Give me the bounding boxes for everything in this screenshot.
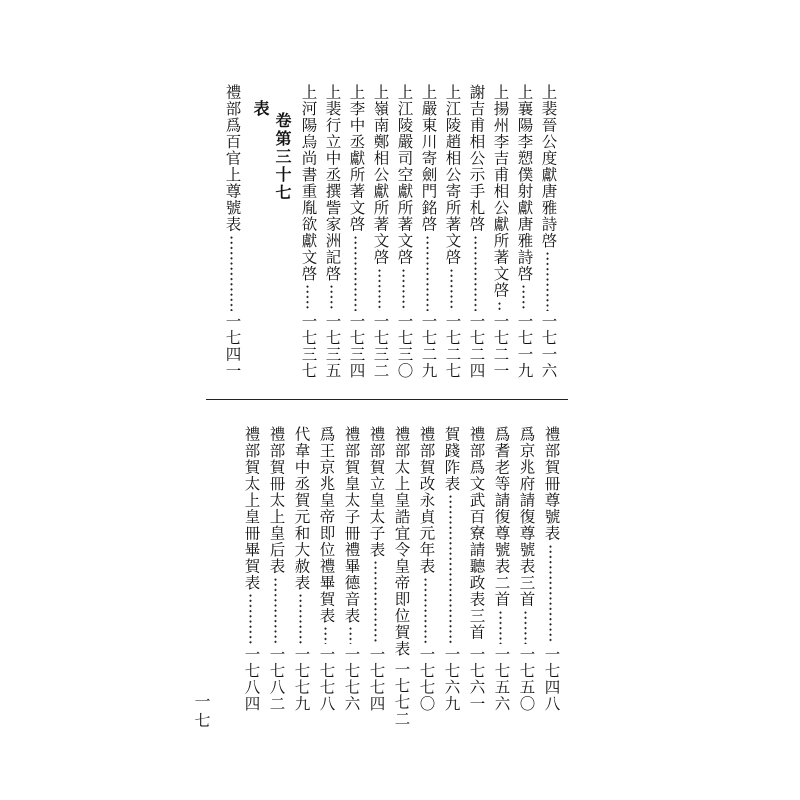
dot-leader: [330, 284, 333, 311]
entry-title: 爲京兆府請復尊號表三首: [517, 426, 536, 608]
entry-page: 一七五六: [492, 646, 511, 712]
toc-entry: [318, 426, 334, 712]
toc-entry: [224, 84, 240, 379]
entry-title: 爲王京兆皇帝即位禮畢賀表: [317, 426, 336, 624]
toc-entry: [493, 426, 509, 712]
entry-title: 禮部賀立皇太子表: [367, 426, 386, 558]
section-heading: 表: [251, 100, 270, 118]
toc-entry: [343, 426, 359, 712]
entry-page: 一七七四: [367, 646, 386, 712]
toc-entry: [516, 84, 532, 379]
entry-title: 上裴晉公度獻唐雅詩啓: [539, 84, 558, 249]
entry-title: 上揚州李吉甫相公獻所著文啓: [491, 84, 510, 299]
entry-title: 禮部賀太上皇冊畢賀表: [242, 426, 261, 591]
toc-entry: [468, 426, 484, 712]
page-number: 一七: [192, 693, 211, 731]
toc-entry: [348, 84, 364, 379]
toc-entry: [444, 84, 460, 379]
volume-heading: 卷第三十七: [273, 112, 292, 202]
dot-leader: [424, 577, 427, 645]
dot-leader: [549, 544, 552, 645]
entry-title: 禮部賀皇太子冊禮畢德音表: [342, 426, 361, 624]
dot-leader: [474, 235, 477, 312]
dot-leader: [299, 593, 302, 644]
entry-title: 禮部賀改永貞元年表: [417, 426, 436, 575]
dot-leader: [449, 494, 452, 644]
dot-leader: [402, 268, 405, 312]
entry-page: 一七四八: [542, 646, 561, 712]
entry-title: 上嶺南鄭相公獻所著文啓: [371, 84, 390, 266]
entry-page: 一七二七: [443, 313, 462, 379]
dot-leader: [354, 235, 357, 312]
dot-leader: [524, 610, 527, 645]
entry-title: 上襄陽李愬僕射獻唐雅詩啓: [515, 84, 534, 282]
entry-page: 一七七九: [292, 646, 311, 712]
entry-page: 一七七〇: [417, 646, 436, 712]
entry-page: 一七一六: [539, 313, 558, 379]
dot-leader: [450, 268, 453, 312]
dot-leader: [546, 251, 549, 311]
dot-leader: [499, 610, 502, 645]
toc-entry: [368, 426, 384, 712]
entry-page: 一七三二: [371, 313, 390, 379]
dot-leader: [522, 284, 525, 311]
dot-leader: [349, 626, 352, 644]
entry-page: 一七六九: [442, 646, 461, 712]
toc-entry: [396, 84, 412, 379]
entry-page: 一七一九: [515, 313, 534, 379]
entry-title: 代韋中丞賀元和大赦表: [292, 426, 311, 591]
toc-entry: [518, 426, 534, 712]
entry-page: 一七六一: [467, 646, 486, 712]
entry-page: 一七七二: [392, 661, 411, 727]
entry-title: 爲耆老等請復尊號表二首: [492, 426, 511, 608]
entry-page: 一七三四: [347, 313, 366, 379]
toc-entry: [543, 426, 559, 712]
toc-entry: [243, 426, 259, 712]
toc-entry: [372, 84, 388, 379]
toc-entry: [443, 426, 459, 712]
toc-entry: [492, 84, 508, 379]
entry-page: 一七二一: [491, 313, 510, 379]
toc-entry: [392, 426, 411, 727]
entry-title: 禮部賀冊太上皇后表: [267, 426, 286, 575]
entry-page: 一七二四: [467, 313, 486, 379]
dot-leader: [249, 593, 252, 644]
entry-page: 一七二九: [419, 313, 438, 379]
entry-page: 一七三〇: [395, 313, 414, 379]
entry-page: 一七七八: [317, 646, 336, 712]
toc-entry: [540, 84, 556, 379]
toc-entry: [420, 84, 436, 379]
dot-leader: [426, 235, 429, 312]
entry-title: 上江陵趙相公寄所著文啓: [443, 84, 462, 266]
entry-page: 一七八二: [267, 646, 286, 712]
entry-page: 一七四一: [223, 313, 242, 379]
entry-title: 上李中丞獻所著文啓: [347, 84, 366, 233]
dot-leader: [324, 626, 327, 644]
entry-title: 上河陽烏尚書重胤欲獻文啓: [299, 84, 318, 282]
toc-entry: [324, 84, 340, 379]
entry-page: 一七三七: [299, 313, 318, 379]
toc-entry: [293, 426, 309, 712]
entry-title: 禮部太上皇誥宜令皇帝即位賀表: [392, 426, 411, 657]
dot-leader: [306, 284, 309, 311]
entry-page: 一七七六: [342, 646, 361, 712]
dot-leader: [374, 560, 377, 644]
dot-leader: [498, 301, 501, 312]
entry-title: 謝吉甫相公示手札啓: [467, 84, 486, 233]
section-divider: [206, 399, 568, 400]
entry-title: 上江陵嚴司空獻所著文啓: [395, 84, 414, 266]
entry-page: 一七三五: [323, 313, 342, 379]
dot-leader: [230, 235, 233, 312]
entry-title: 上嚴東川寄劍門銘啓: [419, 84, 438, 233]
entry-title: 賀踐阼表: [442, 426, 461, 492]
dot-leader: [378, 268, 381, 312]
toc-entry: [418, 426, 434, 712]
entry-page: 一七五〇: [517, 646, 536, 712]
entry-title: 禮部爲文武百寮請聽政表三首: [467, 426, 486, 641]
dot-leader: [274, 577, 277, 645]
entry-title: 禮部爲百官上尊號表: [223, 84, 242, 233]
toc-entry: [300, 84, 316, 379]
toc-entry: [468, 84, 484, 379]
entry-title: 上裴行立中丞撰訾家洲記啓: [323, 84, 342, 282]
entry-page: 一七八四: [242, 646, 261, 712]
toc-entry: [268, 426, 284, 712]
entry-title: 禮部賀冊尊號表: [542, 426, 561, 542]
dot-leader: [474, 643, 477, 645]
